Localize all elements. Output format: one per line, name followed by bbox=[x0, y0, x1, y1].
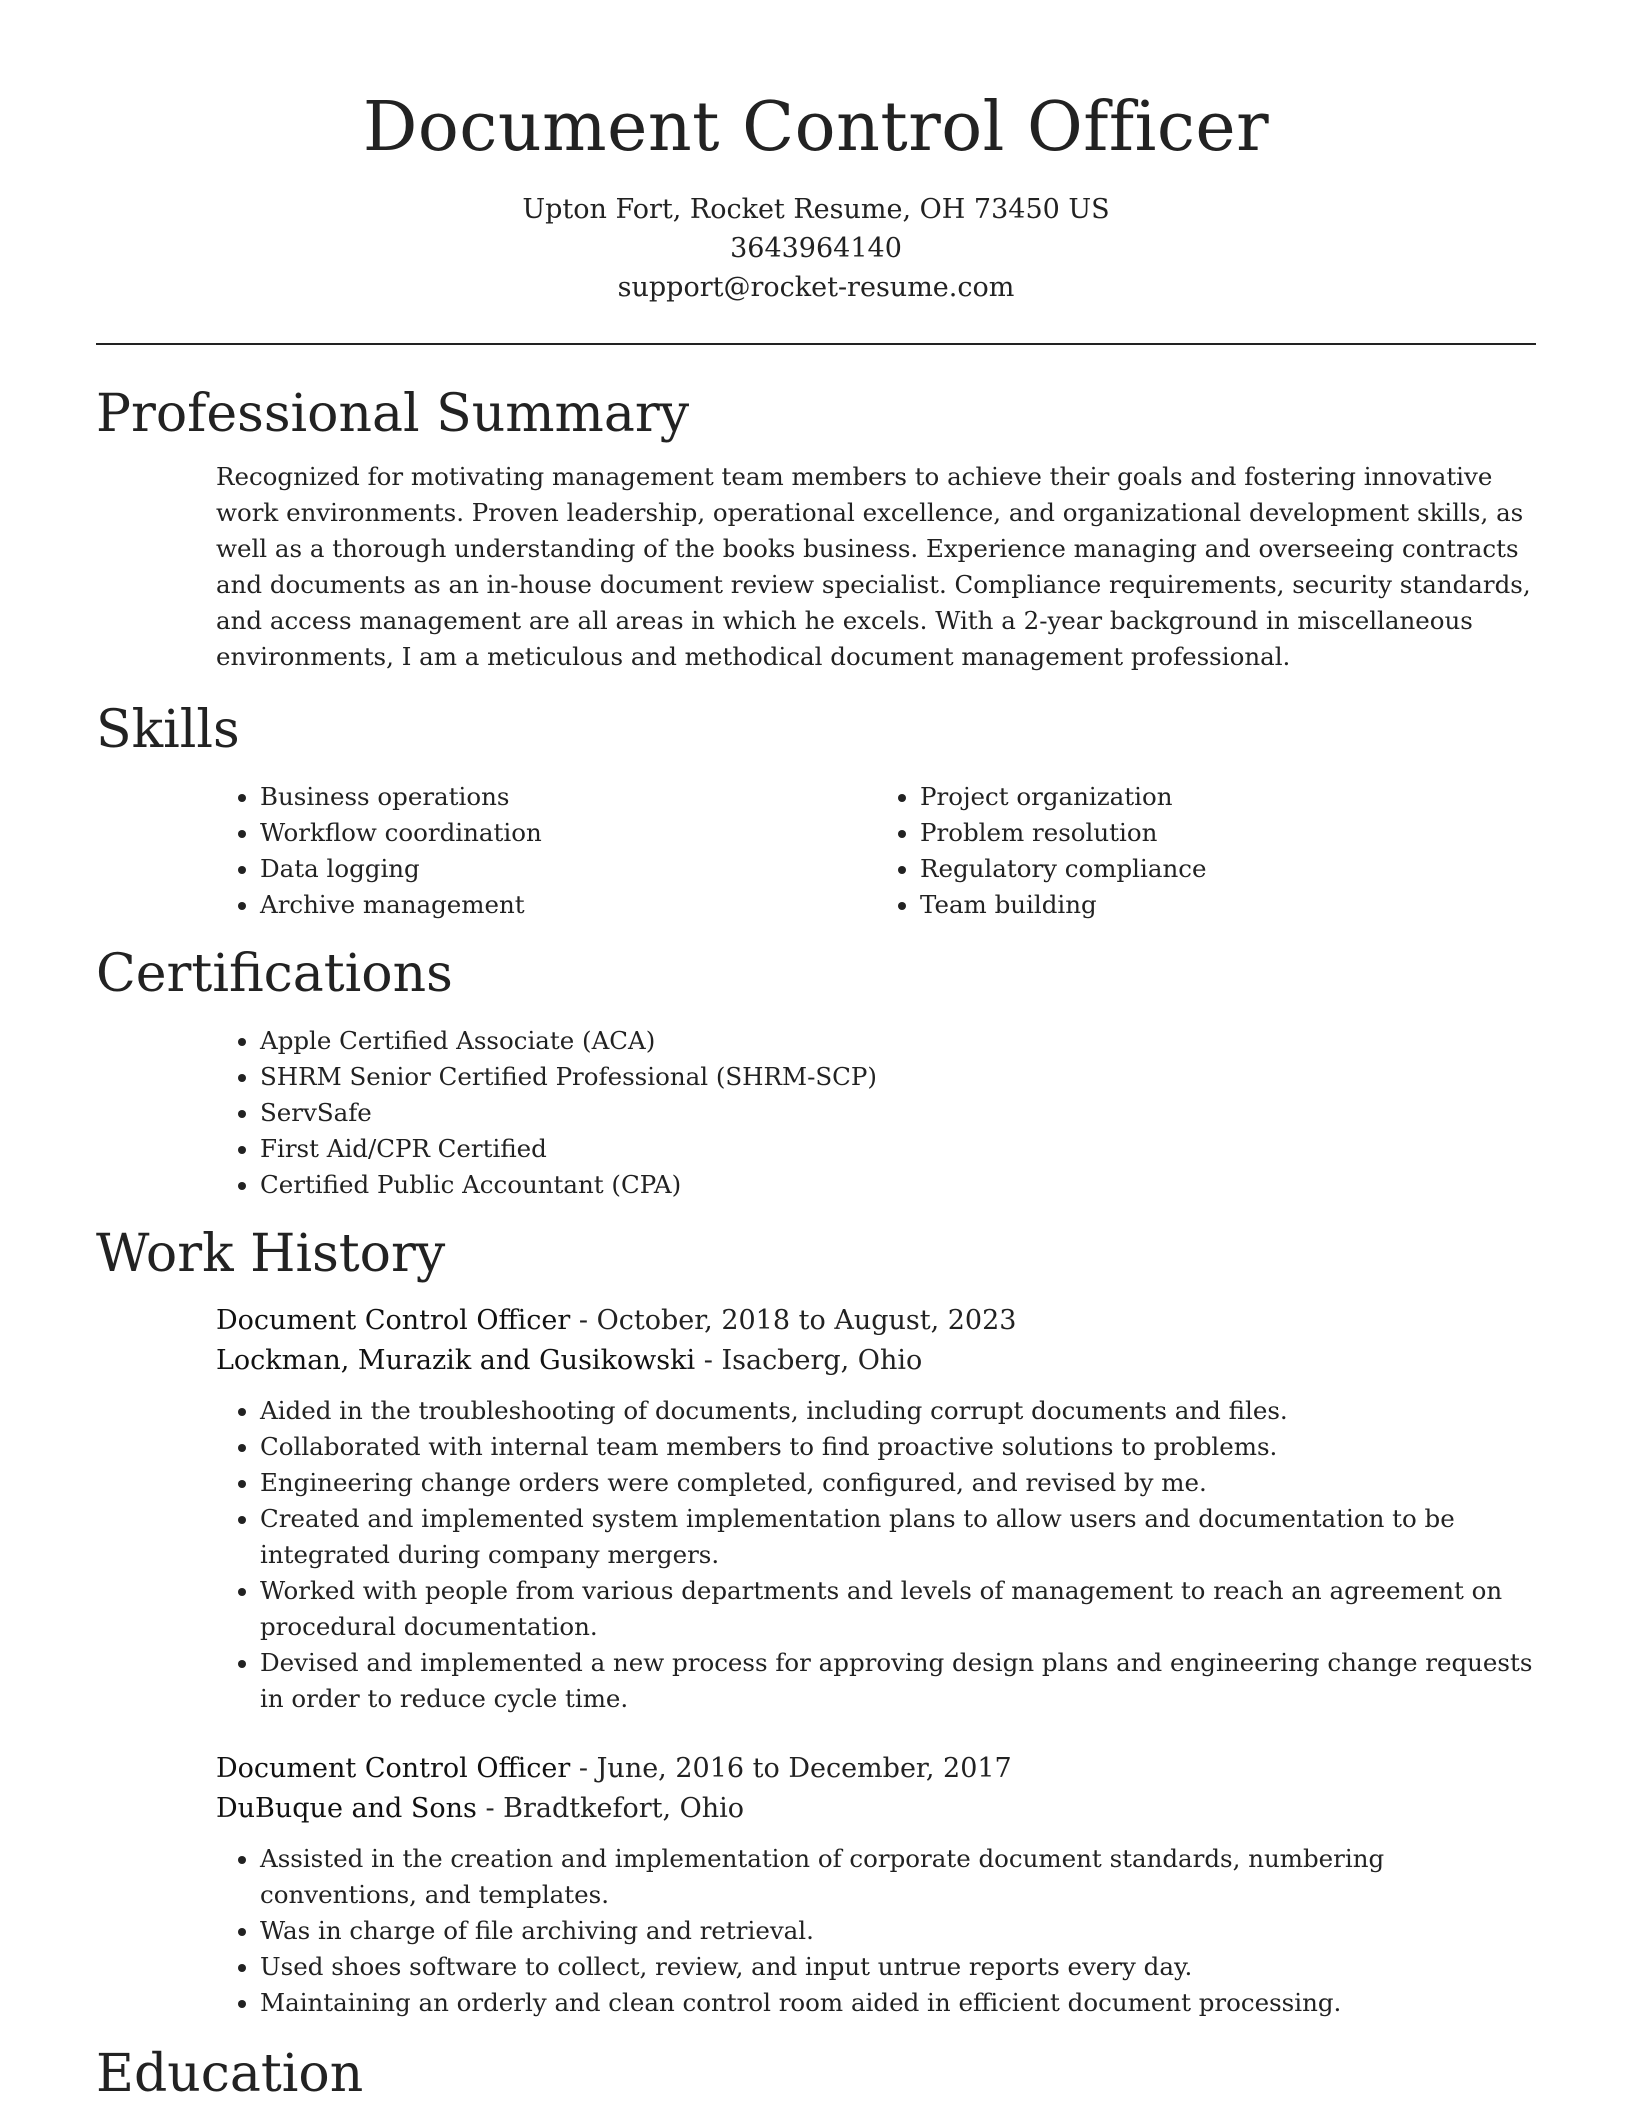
job-duty-item: • Used shoes software to collect, review, and input untrue reports every day. bbox=[260, 1949, 1536, 1985]
job-company-line bbox=[216, 1341, 1536, 1381]
job-entry bbox=[216, 1301, 1536, 1717]
job-duty-item: • Devised and implemented a new process for approving design plans and engineering change requests in order to reduce cycle time. bbox=[260, 1645, 1536, 1717]
summary-text: Recognized for motivating management team members to achieve their goals and fostering innovative work environments. Proven leadership, operational excellence, and organizational development skills, as well as a thorough understanding of the books business. Experience managing and overseeing contracts and documents as an in-house document review specialist. Compliance requirements, security standards, and access management are all areas in which he excels. With a 2-year background in miscellaneous environments, I am a meticulous and methodical document management professional. bbox=[216, 462, 1531, 671]
job-duty-item: • Created and implemented system implementation plans to allow users and documentation to be integrated during company mergers. bbox=[260, 1501, 1536, 1573]
skills-column-left bbox=[216, 779, 876, 923]
job-dates: - October, 2018 to August, 2023 bbox=[570, 1305, 1017, 1336]
certifications-heading: Certifications bbox=[96, 944, 453, 1004]
skill-item: • Workflow coordination bbox=[260, 815, 876, 851]
summary-heading: Professional Summary bbox=[96, 384, 690, 444]
skill-item: • Regulatory compliance bbox=[920, 851, 1536, 887]
job-duty-item: • Collaborated with internal team members to find proactive solutions to problems. bbox=[260, 1429, 1536, 1465]
skills-column-right bbox=[876, 779, 1536, 923]
skill-item: • Business operations bbox=[260, 779, 876, 815]
certification-item: • Apple Certified Associate (ACA) bbox=[260, 1023, 1536, 1059]
education-heading: Education bbox=[96, 2044, 364, 2104]
job-duties-list bbox=[216, 1393, 1536, 1717]
job-duty-item: • Engineering change orders were completed, configured, and revised by me. bbox=[260, 1465, 1536, 1501]
contact-address: Upton Fort, Rocket Resume, OH 73450 US bbox=[522, 194, 1110, 225]
certification-item: • First Aid/CPR Certified bbox=[260, 1131, 1536, 1167]
job-role: Document Control Officer bbox=[216, 1305, 571, 1336]
skill-item: • Project organization bbox=[920, 779, 1536, 815]
skills-list bbox=[216, 779, 1536, 923]
job-role: Document Control Officer bbox=[216, 1753, 571, 1784]
certification-item: • SHRM Senior Certified Professional (SHRM-SCP) bbox=[260, 1059, 1536, 1095]
job-duty-item: • Maintaining an orderly and clean control room aided in efficient document processing. bbox=[260, 1985, 1536, 2021]
header-divider bbox=[96, 343, 1536, 345]
job-company: Lockman, Murazik and Gusikowski bbox=[216, 1345, 696, 1376]
resume-page bbox=[96, 0, 1536, 2105]
job-title-line bbox=[216, 1301, 1536, 1341]
skills-heading: Skills bbox=[96, 700, 240, 760]
candidate-name: Document Control Officer bbox=[362, 88, 1270, 167]
job-company: DuBuque and Sons bbox=[216, 1793, 477, 1824]
certifications-list bbox=[216, 1023, 1536, 1203]
job-duty-item: • Was in charge of file archiving and retrieval. bbox=[260, 1913, 1536, 1949]
work-history-heading: Work History bbox=[96, 1224, 446, 1284]
job-duty-item: • Worked with people from various departments and levels of management to reach an agreement on procedural documentation. bbox=[260, 1573, 1536, 1645]
job-entry bbox=[216, 1749, 1536, 2021]
job-title-line bbox=[216, 1749, 1536, 1789]
contact-email: support@rocket-resume.com bbox=[617, 272, 1015, 303]
job-dates: - June, 2016 to December, 2017 bbox=[570, 1753, 1012, 1784]
contact-phone: 3643964140 bbox=[730, 233, 902, 264]
skill-item: • Data logging bbox=[260, 851, 876, 887]
skill-item: • Team building bbox=[920, 887, 1536, 923]
skill-item: • Problem resolution bbox=[920, 815, 1536, 851]
skill-item: • Archive management bbox=[260, 887, 876, 923]
job-duty-item: • Assisted in the creation and implementation of corporate document standards, numbering conventions, and templates. bbox=[260, 1841, 1536, 1913]
contact-block bbox=[96, 190, 1536, 307]
job-duties-list bbox=[216, 1841, 1536, 2021]
certification-item: • Certified Public Accountant (CPA) bbox=[260, 1167, 1536, 1203]
certification-item: • ServSafe bbox=[260, 1095, 1536, 1131]
job-duty-item: • Aided in the troubleshooting of documents, including corrupt documents and files. bbox=[260, 1393, 1536, 1429]
job-location: - Bradtkefort, Ohio bbox=[476, 1793, 745, 1824]
job-company-line bbox=[216, 1789, 1536, 1829]
job-location: - Isacberg, Ohio bbox=[695, 1345, 923, 1376]
